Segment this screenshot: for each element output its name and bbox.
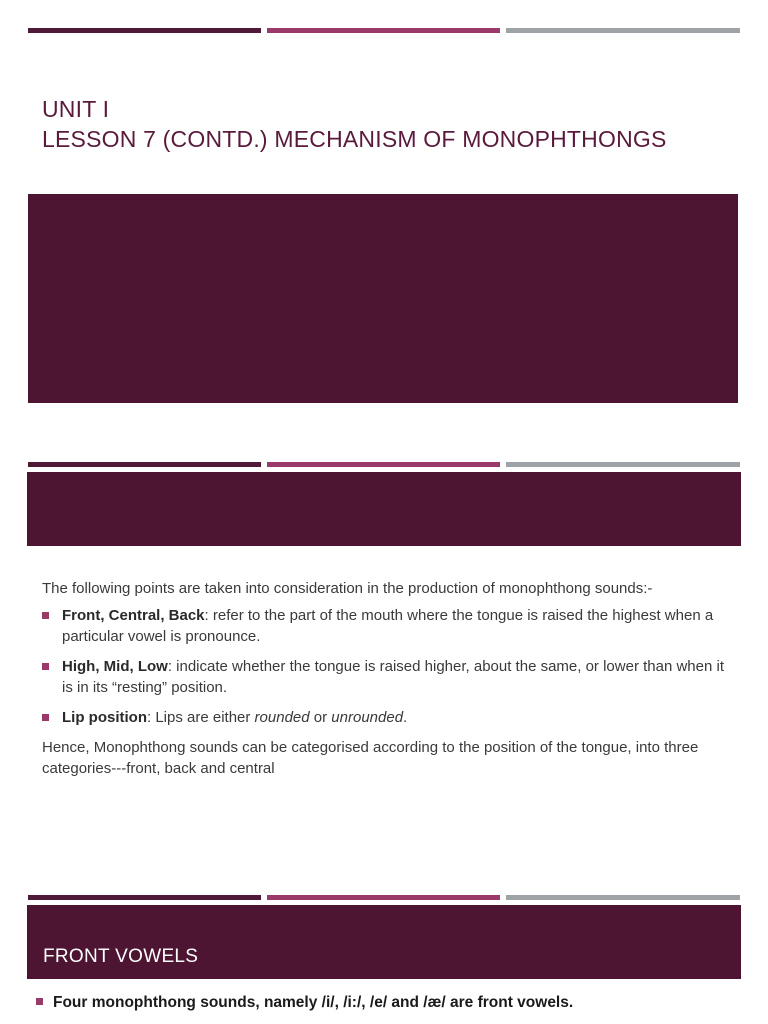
- accent-bars: [28, 895, 740, 900]
- square-bullet-icon: [42, 663, 49, 670]
- emphasis-unrounded: unrounded: [331, 709, 404, 726]
- accent-bar-plum: [267, 28, 500, 33]
- accent-bar-plum: [267, 462, 500, 467]
- definition: : indicate whether the tongue is raised higher, about the same, or lower than when it is in its “resting” position.: [62, 658, 724, 696]
- accent-bar-gray: [506, 462, 740, 467]
- square-bullet-icon: [36, 998, 43, 1005]
- list-item: [42, 656, 728, 698]
- slide-header-band: [27, 472, 741, 546]
- bold-lead: Four monophthong sounds: [53, 994, 256, 1011]
- square-bullet-icon: [42, 714, 49, 721]
- intro-text: The following points are taken into consideration in the production of monophthong sounds:-: [42, 580, 653, 597]
- term: High, Mid, Low: [62, 658, 168, 675]
- conjunction: or: [309, 709, 332, 726]
- definition: : refer to the part of the mouth where the tongue is raised the highest when a particular vowel is pronounce.: [62, 607, 714, 645]
- period: .: [403, 709, 408, 726]
- title-unit: UNIT I: [42, 96, 110, 122]
- term: Front, Central, Back: [62, 607, 205, 624]
- square-bullet-icon: [42, 612, 49, 619]
- list-item: [42, 605, 728, 647]
- emphasis-rounded: rounded: [254, 709, 310, 726]
- accent-bar-gray: [506, 895, 740, 900]
- section-title: FRONT VOWELS: [43, 946, 199, 967]
- slide-title: [42, 94, 667, 154]
- definition: : Lips are either: [146, 709, 255, 726]
- accent-bar-maroon: [28, 895, 261, 900]
- term: Lip position: [62, 709, 147, 726]
- list-item: [42, 707, 728, 728]
- bullet-list: [42, 605, 728, 728]
- slide-body: [42, 578, 728, 785]
- accent-bar-maroon: [28, 462, 261, 467]
- list-item: [36, 992, 736, 1013]
- accent-bar-maroon: [28, 28, 261, 33]
- accent-bar-plum: [267, 895, 500, 900]
- title-content-block: [28, 194, 738, 403]
- bullet-text: , namely /i/, /i:/, /e/ and /æ/ are front vowels.: [255, 994, 574, 1011]
- title-lesson: LESSON 7 (CONTD.) MECHANISM OF MONOPHTHONGS: [42, 126, 667, 152]
- accent-bar-gray: [506, 28, 740, 33]
- conclusion-text: Hence, Monophthong sounds can be categorised according to the position of the tongue, into three categories---front, back and central: [42, 739, 699, 777]
- accent-bars: [28, 462, 740, 467]
- accent-bars: [28, 28, 740, 33]
